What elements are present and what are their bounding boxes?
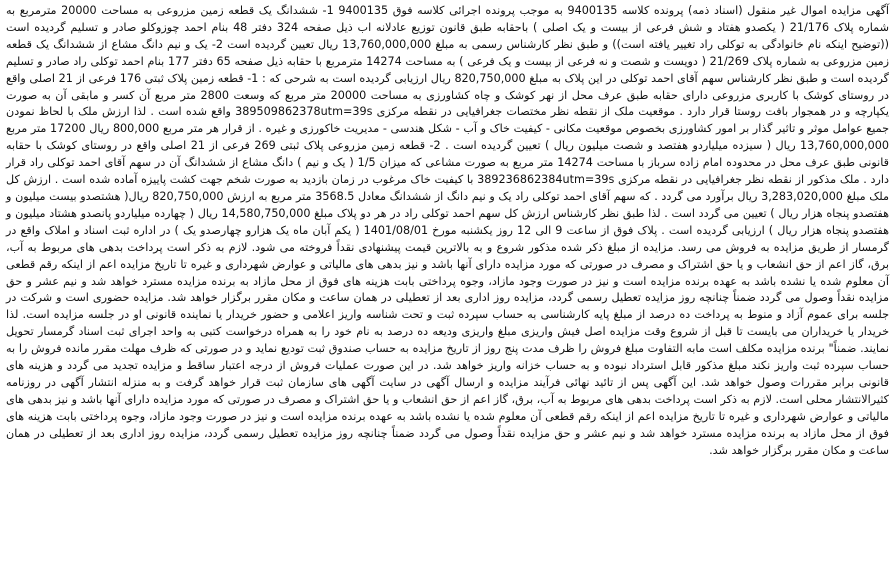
auction-notice-text: آگهی مزایده اموال غیر منقول (اسناد ذمه) پرونده کلاسه 9400135 به موجب پرونده اجرائی کلاسه فوق 9400135 1- ششدانگ یک قطعه زمین مزروعی به مساحت 20000 مترمربع به شماره پلاک 21/176 ( یکصدو هفتاد و شش فرعی از بیست و یک اصلی ) باحقابه طبق قانون توزیع عادلانه اب ذیل صفحه 324 دفتر 48 بنام احمد چوزوکلو صادر و تسلیم گردیده است ((توضیح اینکه نام خانوادگی به توکلی راد تغییر یافته است)) و طبق نظر کارشناس رسمی به مبلغ 13,760,000,000 ریال تعیین گردیده است 2- یک و نیم دانگ مشاع از ششدانگ یک قطعه زمین مزروعی به شماره پلاک 21/269 ( دویست و شصت و نه فرعی از بیست و یک فرعی ) به مساحت 14274 مترمربع با حقابه ذیل صفحه 65 دفتر 177 بنام احمد توکلی راد صادر و تسلیم گردیده است و طبق نظر کارشناس سهم آقای احمد توکلی در این پلاک به مبلغ 820,750,000 ریال ارزیابی گردیده است به شرحی که : 1- قطعه زمین پلاک ثبتی 176 فرعی از 21 اصلی واقع در روستای کوشک با کاربری مزروعی دارای حقابه طبق عرف محل از نهر کوشک و چاه کشاورزی به مساحت 20000 متر مربع که وسعت 2800 متر مربع آن کسر و مابقی آن به صورت یکپارچه و در همجوار بافت روستا قرار دارد . موقعیت ملک از نقطه نظر مختصات جغرافیایی در نقطه مرکزی 389509862378utm=39s واقع شده است . لذا ارزش ملک با لحاظ نمودن جمیع عوامل موثر و تاثیر گذار بر امور کشاورزی بخصوص موقعیت مکانی - کیفیت خاک و آب - شکل هندسی - مدیریت خاکورزی و غیره . از قرار هر متر مربع 800,000 ریال 17200 متر مربع 13,760,000,000 ریال ( سیزده میلیاردو هفتصد و شصت میلیون ریال ) تعیین گردیده است . 2- قطعه زمین مزروعی پلاک ثبتی 269 فرعی از 21 اصلی واقع در روستای کوشک با حقابه قانونی طبق عرف محل در محدوده امام زاده سرباز با مساحت 14274 متر مربع به صورت مشاعی که میزان 1/5 ( یک و نیم ) دانگ مشاع از ششدانگ آن در سهم آقای احمد توکلی راد قرار دارد . ملک مذکور از نقطه نظر جغرافیایی در نقطه مرکزی 389236862384utm=39s با کیفیت خاک مرغوب در زمان بازدید به صورت شخم جهت کشت پاییزه آماده شده است . ارزش کل ملک مبلغ 3,283,020,000 ریال برآورد می گردد . که سهم آقای احمد توکلی راد یک و نیم دانگ از ششدانگ معادل 3568.5 متر مربع به ارزش 820,750,000 ریال( هشتصدو بیست میلیون و هفتصدو پنجاه هزار ریال ) تعیین می گردد است . لذا طبق نظر کارشناس ارزش کل سهم احمد توکلی راد در هر دو پلاک مبلغ 14,580,750,000 ریال ( چهارده میلیاردو پانصدو هشتاد میلیون و هفتصدو پنجاه هزار ریال ) ارزیابی گردیده است . پلاک فوق از ساعت 9 الی 12 روز یکشنبه مورخ 1401/08/01 ( یکم آبان ماه یک هزارو چهارصدو یک ) در اداره ثبت اسناد و املاک واقع در گرمسار از طریق مزایده به فروش می رسد. مزایده از مبلغ ذکر شده مذکور شروع و به بالاترین قیمت پیشنهادی نقداً فروخته می شود. لازم به ذکر است پرداخت بدهی های مربوط به آب، برق، گاز اعم از حق انشعاب و یا حق اشتراک و مصرف در صورتی که مورد مزایده دارای آنها باشد و نیز بدهی های مالیاتی و عوارض شهرداری و غیره تا تاریخ مزایده اعم از اینکه رقم قطعی آن معلوم شده یا نشده باشد به عهده برنده مزایده است و نیز در صورت وجود مازاد، وجوه پرداختی بابت هزینه های فوق از محل مازاد به برنده مزایده مسترد خواهد شد و نیم عشر و حق مزایده نقداً وصول می گردد ضمناً چنانچه روز مزایده تعطیل رسمی گردد، مزایده روز اداری بعد از تعطیلی در همان ساعت و مکان مقرر برگزار خواهد شد. مزایده حضوری است و شرکت در جلسه برای عموم آزاد و منوط به پرداخت ده درصد از مبلغ پایه کارشناسی به حساب سپرده ثبت و تحت شناسه واریز اعلامی و حضور خریدار یا نماینده قانونی او در جلسه مزایده است. لذا خریدار یا خریداران می بایست تا قبل از شروع وقت مزایده اصل فیش واریزی مبلغ واریزی ودیعه ده درصد به نام خود را به همراه درخواست کتبی به واحد اجرای ثبت اسناد گرمسار تحویل نمایند. ضمناً" برنده مزایده مکلف است مابه التفاوت مبلغ فروش را ظرف مدت پنج روز از تاریخ مزایده به حساب صندوق ثبت تودیع نماید و در صورتی که ظرف مهلت مقرر مانده فروش را به حساب سپرده ثبت واریز نکند مبلغ مذکور قابل استرداد نبوده و به حساب خزانه واریز خواهد شد. در این صورت عملیات فروش از درجه اعتبار ساقط و مزایده تجدید می گردد و هزینه های قانونی برابر مقررات وصول خواهد شد. این آگهی پس از تائید نهائی فرآیند مزایده و ارسال آگهی در سایت آگهی های سازمان ثبت قرار خواهد گرفت و به منزله انتشار آگهی در روزنامه کثیرالانتشار محلی است. لازم به ذکر است پرداخت بدهی های مربوط به آب، برق، گاز اعم از حق انشعاب و یا حق اشتراک و مصرف در صورتی که مورد مزایده دارای آنها باشد و نیز بدهی های مالیاتی و عوارض شهرداری و غیره تا تاریخ مزایده اعم از اینکه رقم قطعی آن معلوم شده یا نشده باشد به عهده برنده مزایده است و نیز در صورت وجود مازاد، وجوه پرداختی بابت هزینه های فوق از محل مازاد به برنده مزایده مسترد خواهد شد و نیم عشر و حق مزایده نقداً وصول می گردد ضمناً چنانچه روز مزایده تعطیل رسمی گردد، مزایده روز اداری بعد از تعطیلی در همان ساعت و مکان مقرر برگزار خواهد شد.: [6, 4, 890, 457]
